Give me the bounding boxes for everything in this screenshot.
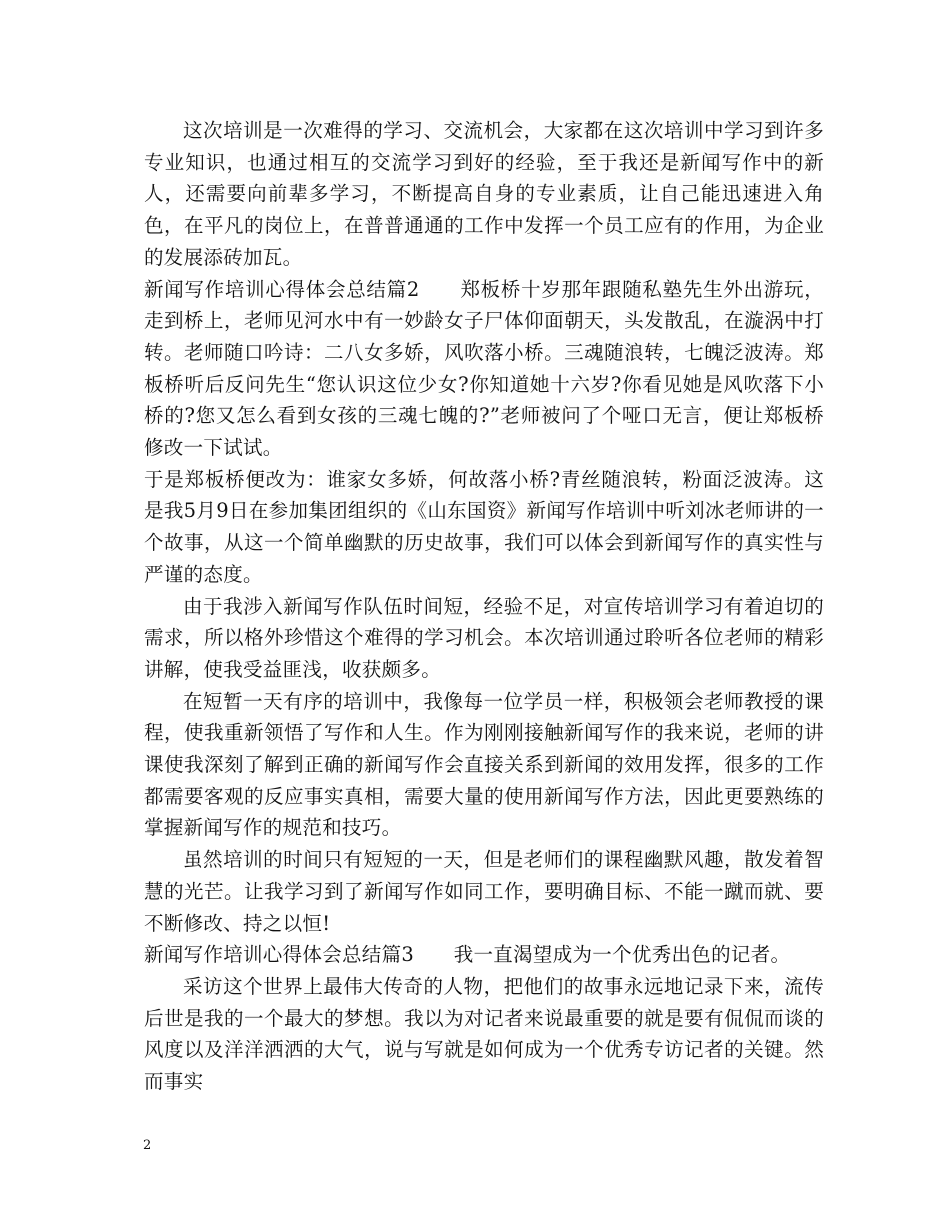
document-body — [144, 115, 824, 1098]
paragraph-section-3-heading: 新闻写作培训心得体会总结篇3 我一直渴望成为一个优秀出色的记者。 — [144, 943, 791, 967]
paragraph-training-day: 在短暂一天有序的培训中，我像每一位学员一样，积极领会老师教授的课程，使我重新领悟了写作和人生。作为刚刚接触新闻写作的我来说，老师的讲课使我深刻了解到正确的新闻写作会直接关系到新闻的效用发挥，很多的工作都需要客观的反应事实真相，需要大量的使用新闻写作方法，因此更要熟练的掌握新闻写作的规范和技巧。 — [144, 689, 824, 840]
paragraph-inexperience: 由于我涉入新闻写作队伍时间短，经验不足，对宣传培训学习有着迫切的需求，所以格外珍惜这个难得的学习机会。本次培训通过聆听各位老师的精彩讲解，使我受益匪浅，收获颇多。 — [144, 594, 824, 681]
paragraph-reporter-dream: 采访这个世界上最伟大传奇的人物，把他们的故事永远地记录下来，流传后世是我的一个最大的梦想。我以为对记者来说最重要的就是要有侃侃而谈的风度以及洋洋洒洒的大气，说与写就是如何成为一个优秀专访记者的关键。然而事实 — [144, 974, 824, 1094]
paragraph-short-training: 虽然培训的时间只有短短的一天，但是老师们的课程幽默风趣，散发着智慧的光芒。让我学习到了新闻写作如同工作，要明确目标、不能一蹴而就、要不断修改、持之以恒! — [144, 848, 824, 935]
page-number: 2 — [143, 1138, 152, 1153]
paragraph-training-opportunity: 这次培训是一次难得的学习、交流机会，大家都在这次培训中学习到许多专业知识，也通过相互的交流学习到好的经验，至于我还是新闻写作中的新人，还需要向前辈多学习，不断提高自身的专业素质，让自己能迅速进入角色，在平凡的岗位上，在普普通通的工作中发挥一个员工应有的作用，为企业的发展添砖加瓦。 — [144, 119, 824, 269]
paragraph-revised-poem: 于是郑板桥便改为：谁家女多娇，何故落小桥?青丝随浪转，粉面泛波涛。这是我5月9日在参加集团组织的《山东国资》新闻写作培训中听刘冰老师讲的一个故事，从这一个简单幽默的历史故事，我们可以体会到新闻写作的真实性与严谨的态度。 — [144, 467, 824, 586]
paragraph-section-2-heading-story: 新闻写作培训心得体会总结篇2 郑板桥十岁那年跟随私塾先生外出游玩，走到桥上，老师见河水中有一妙龄女子尸体仰面朝天，头发散乱，在漩涡中打转。老师随口吟诗：二八女多娇，风吹落小桥。三魂随浪转，七魄泛波涛。郑板桥听后反问先生“您认识这位少女?你知道她十六岁?你看见她是风吹落下小桥的?您又怎么看到女孩的三魂七魄的?”老师被问了个哑口无言，便让郑板桥修改一下试试。 — [144, 277, 824, 460]
